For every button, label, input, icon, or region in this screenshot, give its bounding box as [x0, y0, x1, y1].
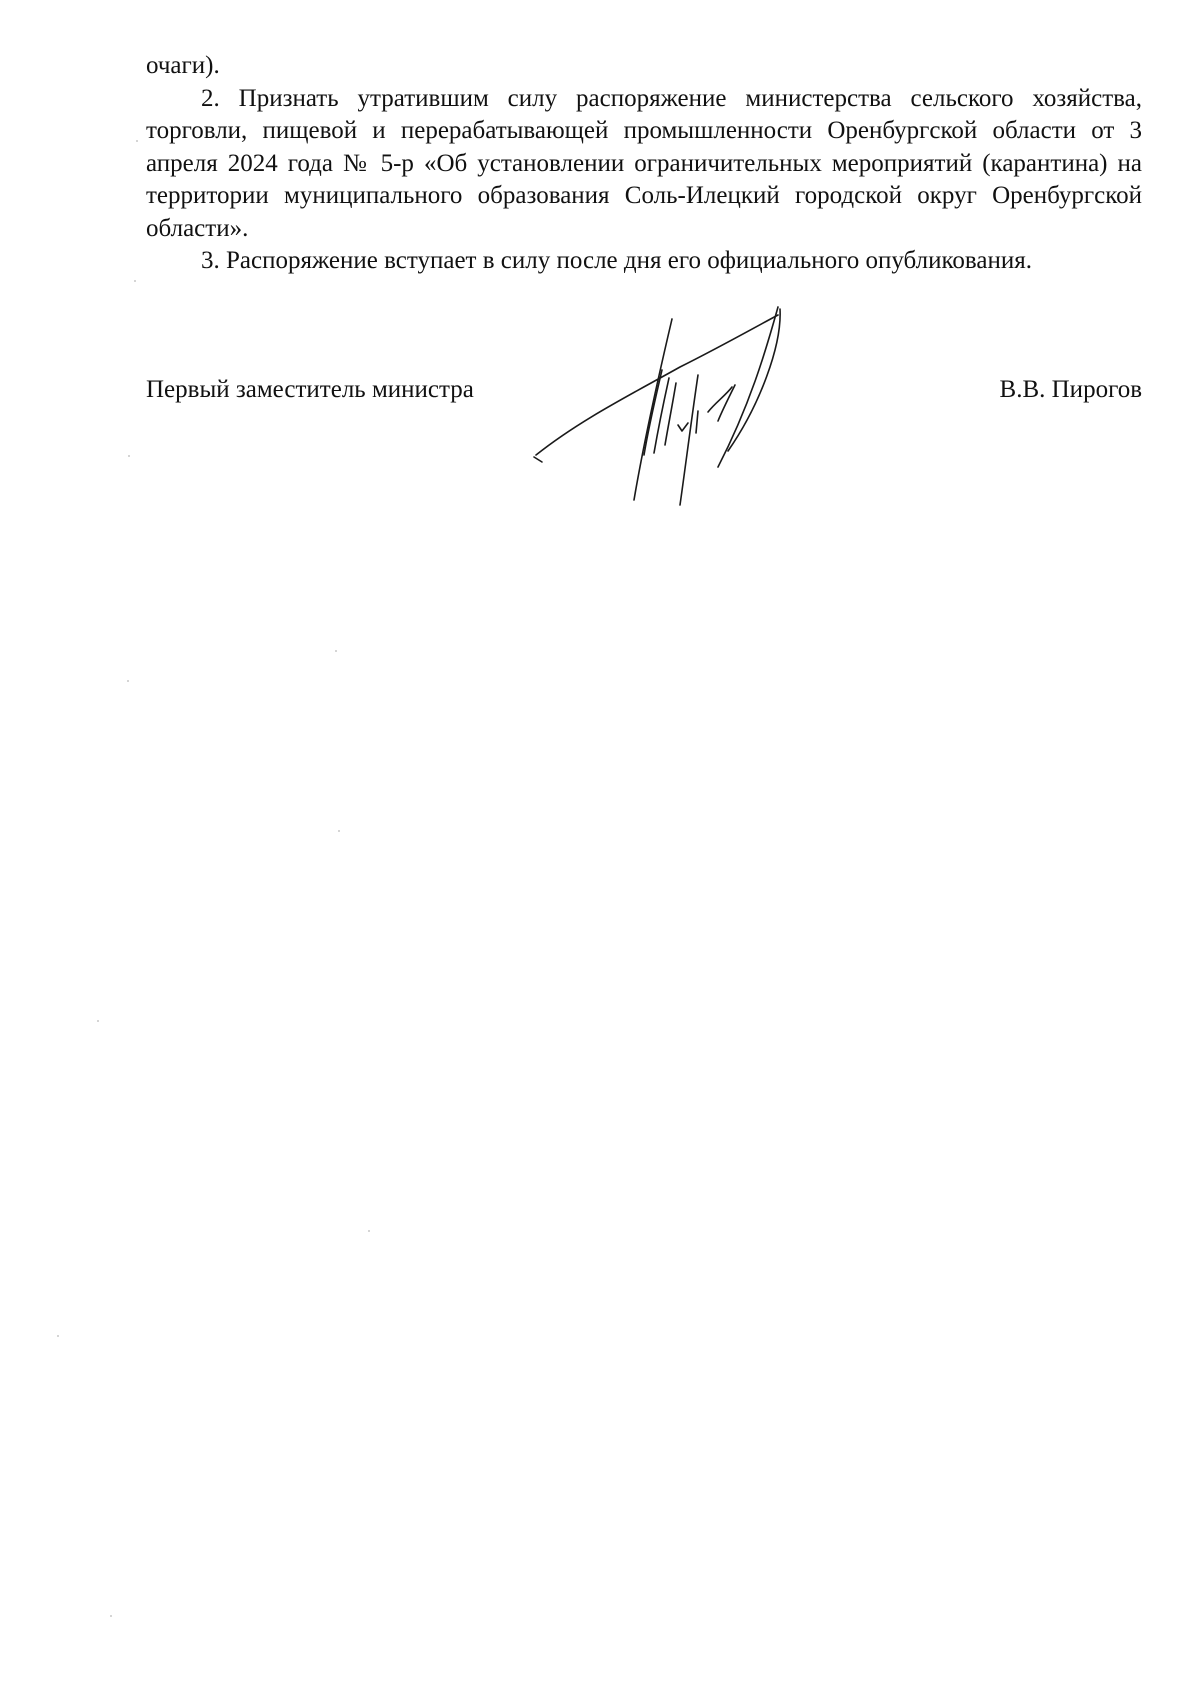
- scan-speck: [127, 680, 129, 682]
- handwritten-signature: [530, 295, 800, 520]
- scan-speck: [338, 830, 340, 832]
- paragraph-continuation: очаги).: [146, 52, 220, 79]
- scan-speck: [368, 1230, 370, 1232]
- scan-speck: [136, 140, 138, 142]
- scan-speck: [57, 1335, 59, 1337]
- scan-speck: [134, 280, 136, 282]
- paragraph-item-3: 3. Распоряжение вступает в силу после дня его официального опубликования.: [201, 247, 1032, 274]
- signatory-name: В.В. Пирогов: [999, 376, 1142, 403]
- signatory-position: Первый заместитель министра: [146, 376, 474, 403]
- scan-speck: [128, 455, 130, 457]
- scan-speck: [335, 650, 337, 652]
- document-body: [146, 50, 1142, 278]
- scan-speck: [110, 1615, 112, 1617]
- paragraph-item-2: 2. Признать утратившим силу распоряжение министерства сельского хозяйства, торговли, пищевой и перерабатывающей промышленности Оренбургской области от 3 апреля 2024 года № 5-р «Об установлении ограничительных мероприятий (карантина) на территории муниципального образования Соль-Илецкий городской округ Оренбургской области».: [146, 84, 1142, 242]
- scan-speck: [97, 1020, 99, 1022]
